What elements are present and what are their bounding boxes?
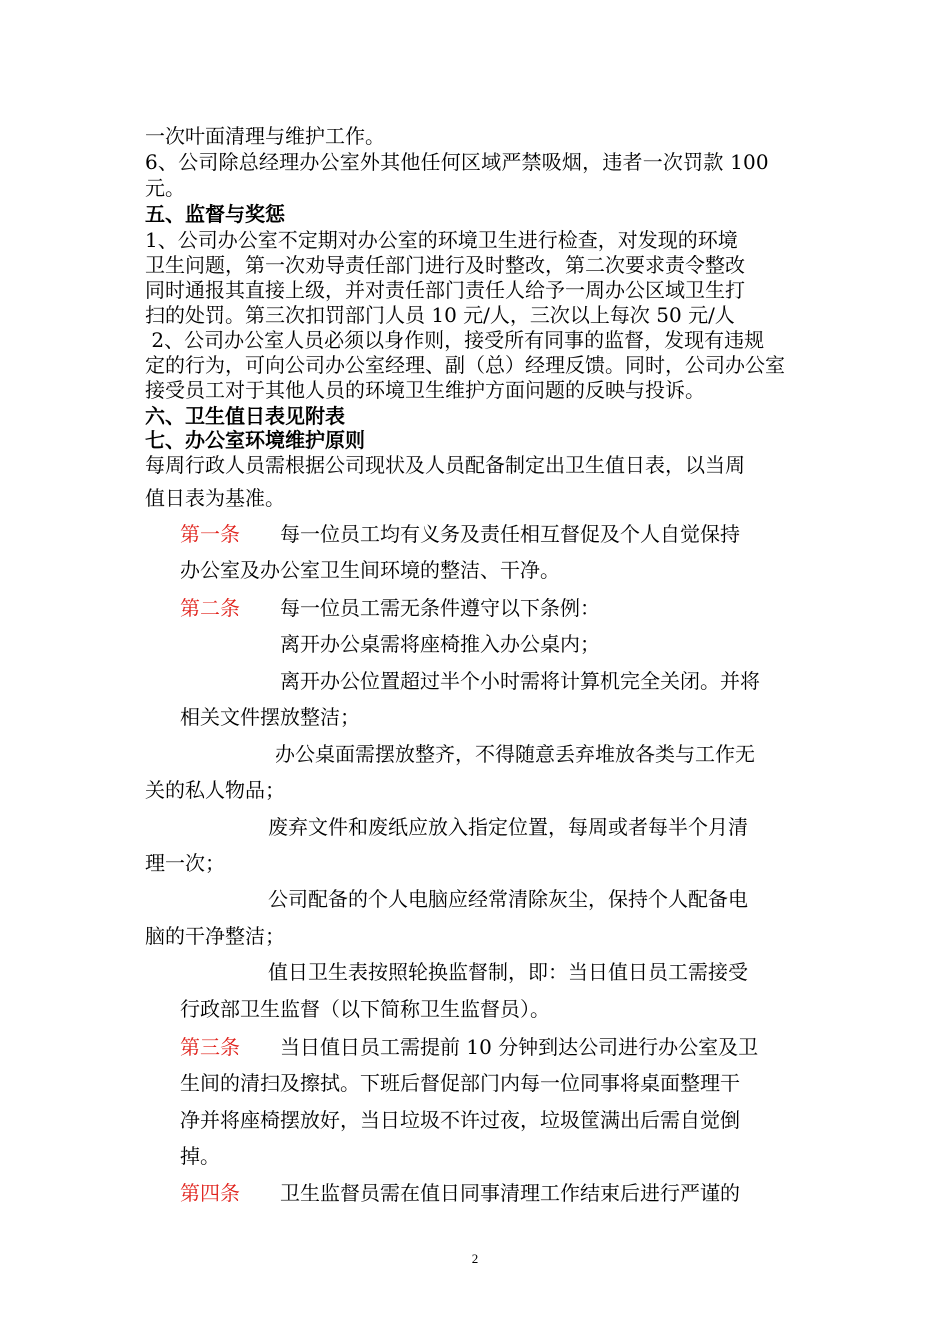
list-item: 脑的干净整洁； bbox=[145, 924, 285, 948]
list-item: 废弃文件和废纸应放入指定位置，每周或者每半个月清 bbox=[268, 815, 748, 839]
text-line: 卫生问题，第一次劝导责任部门进行及时整改，第二次要求责令整改 bbox=[145, 253, 745, 277]
text-line: 元。 bbox=[145, 176, 185, 200]
text-line: 一次叶面清理与维护工作。 bbox=[145, 124, 385, 148]
list-item: 行政部卫生监督（以下简称卫生监督员）。 bbox=[180, 997, 550, 1021]
text-line: 每一位员工需无条件遵守以下条例： bbox=[280, 596, 600, 620]
text-line: 扫的处罚。第三次扣罚部门人员 10 元/人，三次以上每次 50 元/人 bbox=[145, 303, 735, 327]
text-line: 接受员工对于其他人员的环境卫生维护方面问题的反映与投诉。 bbox=[145, 378, 705, 402]
text-line: 定的行为，可向公司办公室经理、副（总）经理反馈。同时，公司办公室 bbox=[145, 353, 785, 377]
page-number: 2 bbox=[471, 1251, 479, 1266]
section-heading-5: 五、监督与奖惩 bbox=[145, 202, 285, 226]
text-line: 卫生监督员需在值日同事清理工作结束后进行严谨的 bbox=[280, 1181, 740, 1205]
list-item: 公司配备的个人电脑应经常清除灰尘，保持个人配备电 bbox=[268, 887, 748, 911]
article-label-3: 第三条 bbox=[180, 1035, 240, 1059]
text-line: 办公室及办公室卫生间环境的整洁、干净。 bbox=[180, 558, 560, 582]
text-line: 值日表为基准。 bbox=[145, 486, 285, 510]
list-item: 值日卫生表按照轮换监督制，即：当日值日员工需接受 bbox=[268, 960, 748, 984]
list-item: 理一次； bbox=[145, 851, 225, 875]
article-label-1: 第一条 bbox=[180, 522, 240, 546]
list-item: 离开办公位置超过半个小时需将计算机完全关闭。并将 bbox=[280, 669, 760, 693]
text-line: 净并将座椅摆放好，当日垃圾不许过夜，垃圾筐满出后需自觉倒 bbox=[180, 1108, 740, 1132]
section-heading-6: 六、卫生值日表见附表 bbox=[145, 404, 345, 428]
text-line: 2、公司办公室人员必须以身作则，接受所有同事的监督，发现有违规 bbox=[145, 328, 765, 352]
text-line: 每周行政人员需根据公司现状及人员配备制定出卫生值日表，以当周 bbox=[145, 453, 745, 477]
article-label-2: 第二条 bbox=[180, 596, 240, 620]
text-line: 1、公司办公室不定期对办公室的环境卫生进行检查，对发现的环境 bbox=[145, 228, 738, 252]
text-line: 每一位员工均有义务及责任相互督促及个人自觉保持 bbox=[280, 522, 740, 546]
text-line: 同时通报其直接上级，并对责任部门责任人给予一周办公区域卫生打 bbox=[145, 278, 745, 302]
list-item: 相关文件摆放整洁； bbox=[180, 705, 360, 729]
list-item: 离开办公桌需将座椅推入办公桌内； bbox=[280, 632, 600, 656]
text-line: 当日值日员工需提前 10 分钟到达公司进行办公室及卫 bbox=[280, 1035, 759, 1059]
section-heading-7: 七、办公室环境维护原则 bbox=[145, 428, 365, 452]
text-line: 生间的清扫及擦拭。下班后督促部门内每一位同事将桌面整理干 bbox=[180, 1071, 740, 1095]
article-label-4: 第四条 bbox=[180, 1181, 240, 1205]
list-item: 办公桌面需摆放整齐，不得随意丢弃堆放各类与工作无 bbox=[275, 742, 755, 766]
list-item: 关的私人物品； bbox=[145, 778, 285, 802]
text-line: 6、公司除总经理办公室外其他任何区域严禁吸烟，违者一次罚款 100 bbox=[145, 150, 769, 174]
text-line: 掉。 bbox=[180, 1144, 220, 1168]
